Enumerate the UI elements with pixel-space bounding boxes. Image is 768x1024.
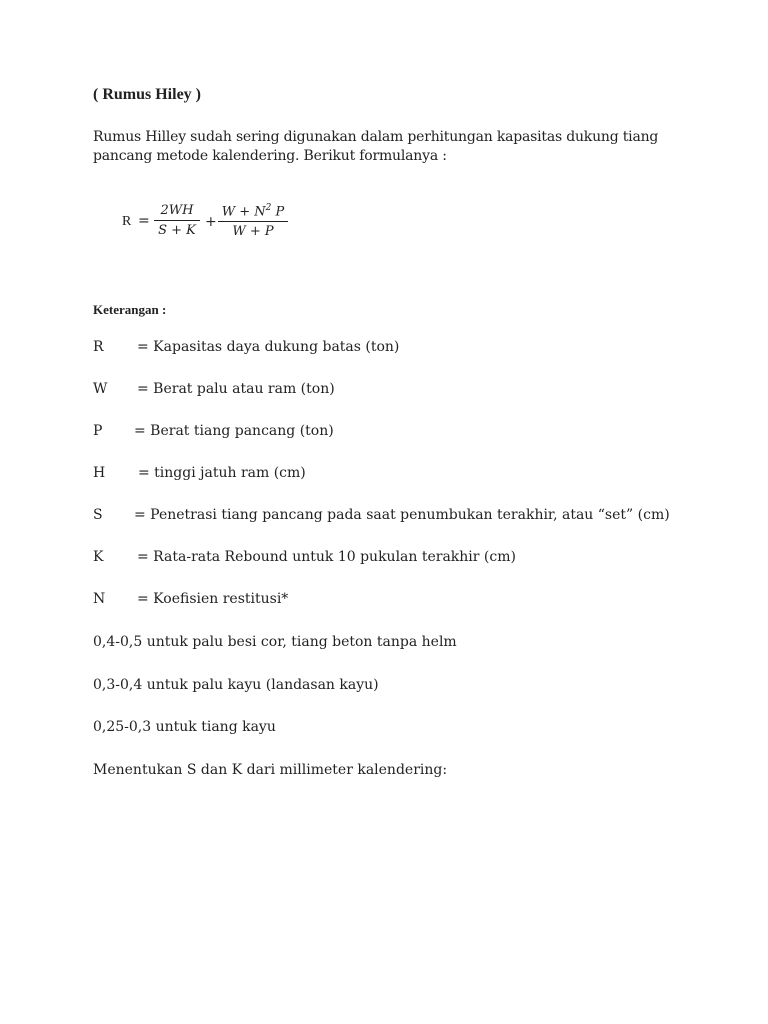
note-line: 0,4-0,5 untuk palu besi cor, tiang beton tanpa helm	[93, 634, 457, 650]
definition-text: = Penetrasi tiang pancang pada saat penumbukan terakhir, atau “set” (cm)	[134, 507, 670, 523]
definition-row	[93, 337, 733, 357]
definition-row	[93, 463, 733, 483]
section-title: ( Rumus Hiley )	[93, 86, 201, 103]
closing-line: Menentukan S dan K dari millimeter kalendering:	[93, 762, 448, 778]
fraction-1-denominator: S + K	[158, 223, 196, 238]
definition-text: = Rata-rata Rebound untuk 10 pukulan terakhir (cm)	[137, 549, 516, 565]
definition-row	[93, 547, 733, 567]
fraction-2-numerator-a: W + N	[221, 204, 266, 220]
fraction-2	[218, 203, 288, 239]
definition-symbol: K	[93, 549, 104, 565]
intro-paragraph: Rumus Hilley sudah sering digunakan dalam perhitungan kapasitas dukung tiang pancang metode kalendering. Berikut formulanya :	[93, 129, 659, 164]
fraction-2-numerator	[218, 203, 288, 221]
fraction-2-numerator-b: P	[271, 204, 285, 220]
definition-text: = Kapasitas daya dukung batas (ton)	[137, 339, 400, 355]
definition-symbol: S	[93, 507, 103, 523]
definition-row	[93, 589, 733, 609]
formula-plus: +	[205, 214, 217, 230]
definition-row	[93, 505, 733, 525]
keterangan-label: Keterangan :	[93, 302, 167, 317]
definition-symbol: P	[93, 423, 103, 439]
definition-symbol: N	[93, 591, 106, 607]
definition-symbol: W	[93, 381, 108, 397]
definition-row	[93, 379, 733, 399]
fraction-2-exponent: 2	[265, 203, 272, 213]
note-line: 0,25-0,3 untuk tiang kayu	[93, 719, 276, 735]
definition-text: = tinggi jatuh ram (cm)	[138, 465, 306, 481]
definition-text: = Berat tiang pancang (ton)	[134, 423, 334, 439]
note-line: 0,3-0,4 untuk palu kayu (landasan kayu)	[93, 677, 379, 693]
fraction-1	[154, 203, 200, 238]
definition-symbol: R	[93, 339, 104, 355]
definition-text: = Koefisien restitusi*	[137, 591, 289, 607]
formula-lhs: R	[122, 214, 132, 229]
hiley-formula	[122, 200, 322, 246]
fraction-2-denominator: W + P	[232, 224, 274, 240]
formula-equals: =	[138, 213, 150, 229]
definition-row	[93, 421, 733, 441]
definition-text: = Berat palu atau ram (ton)	[137, 381, 335, 397]
definition-symbol: H	[93, 465, 106, 481]
fraction-1-numerator: 2WH	[160, 203, 194, 218]
